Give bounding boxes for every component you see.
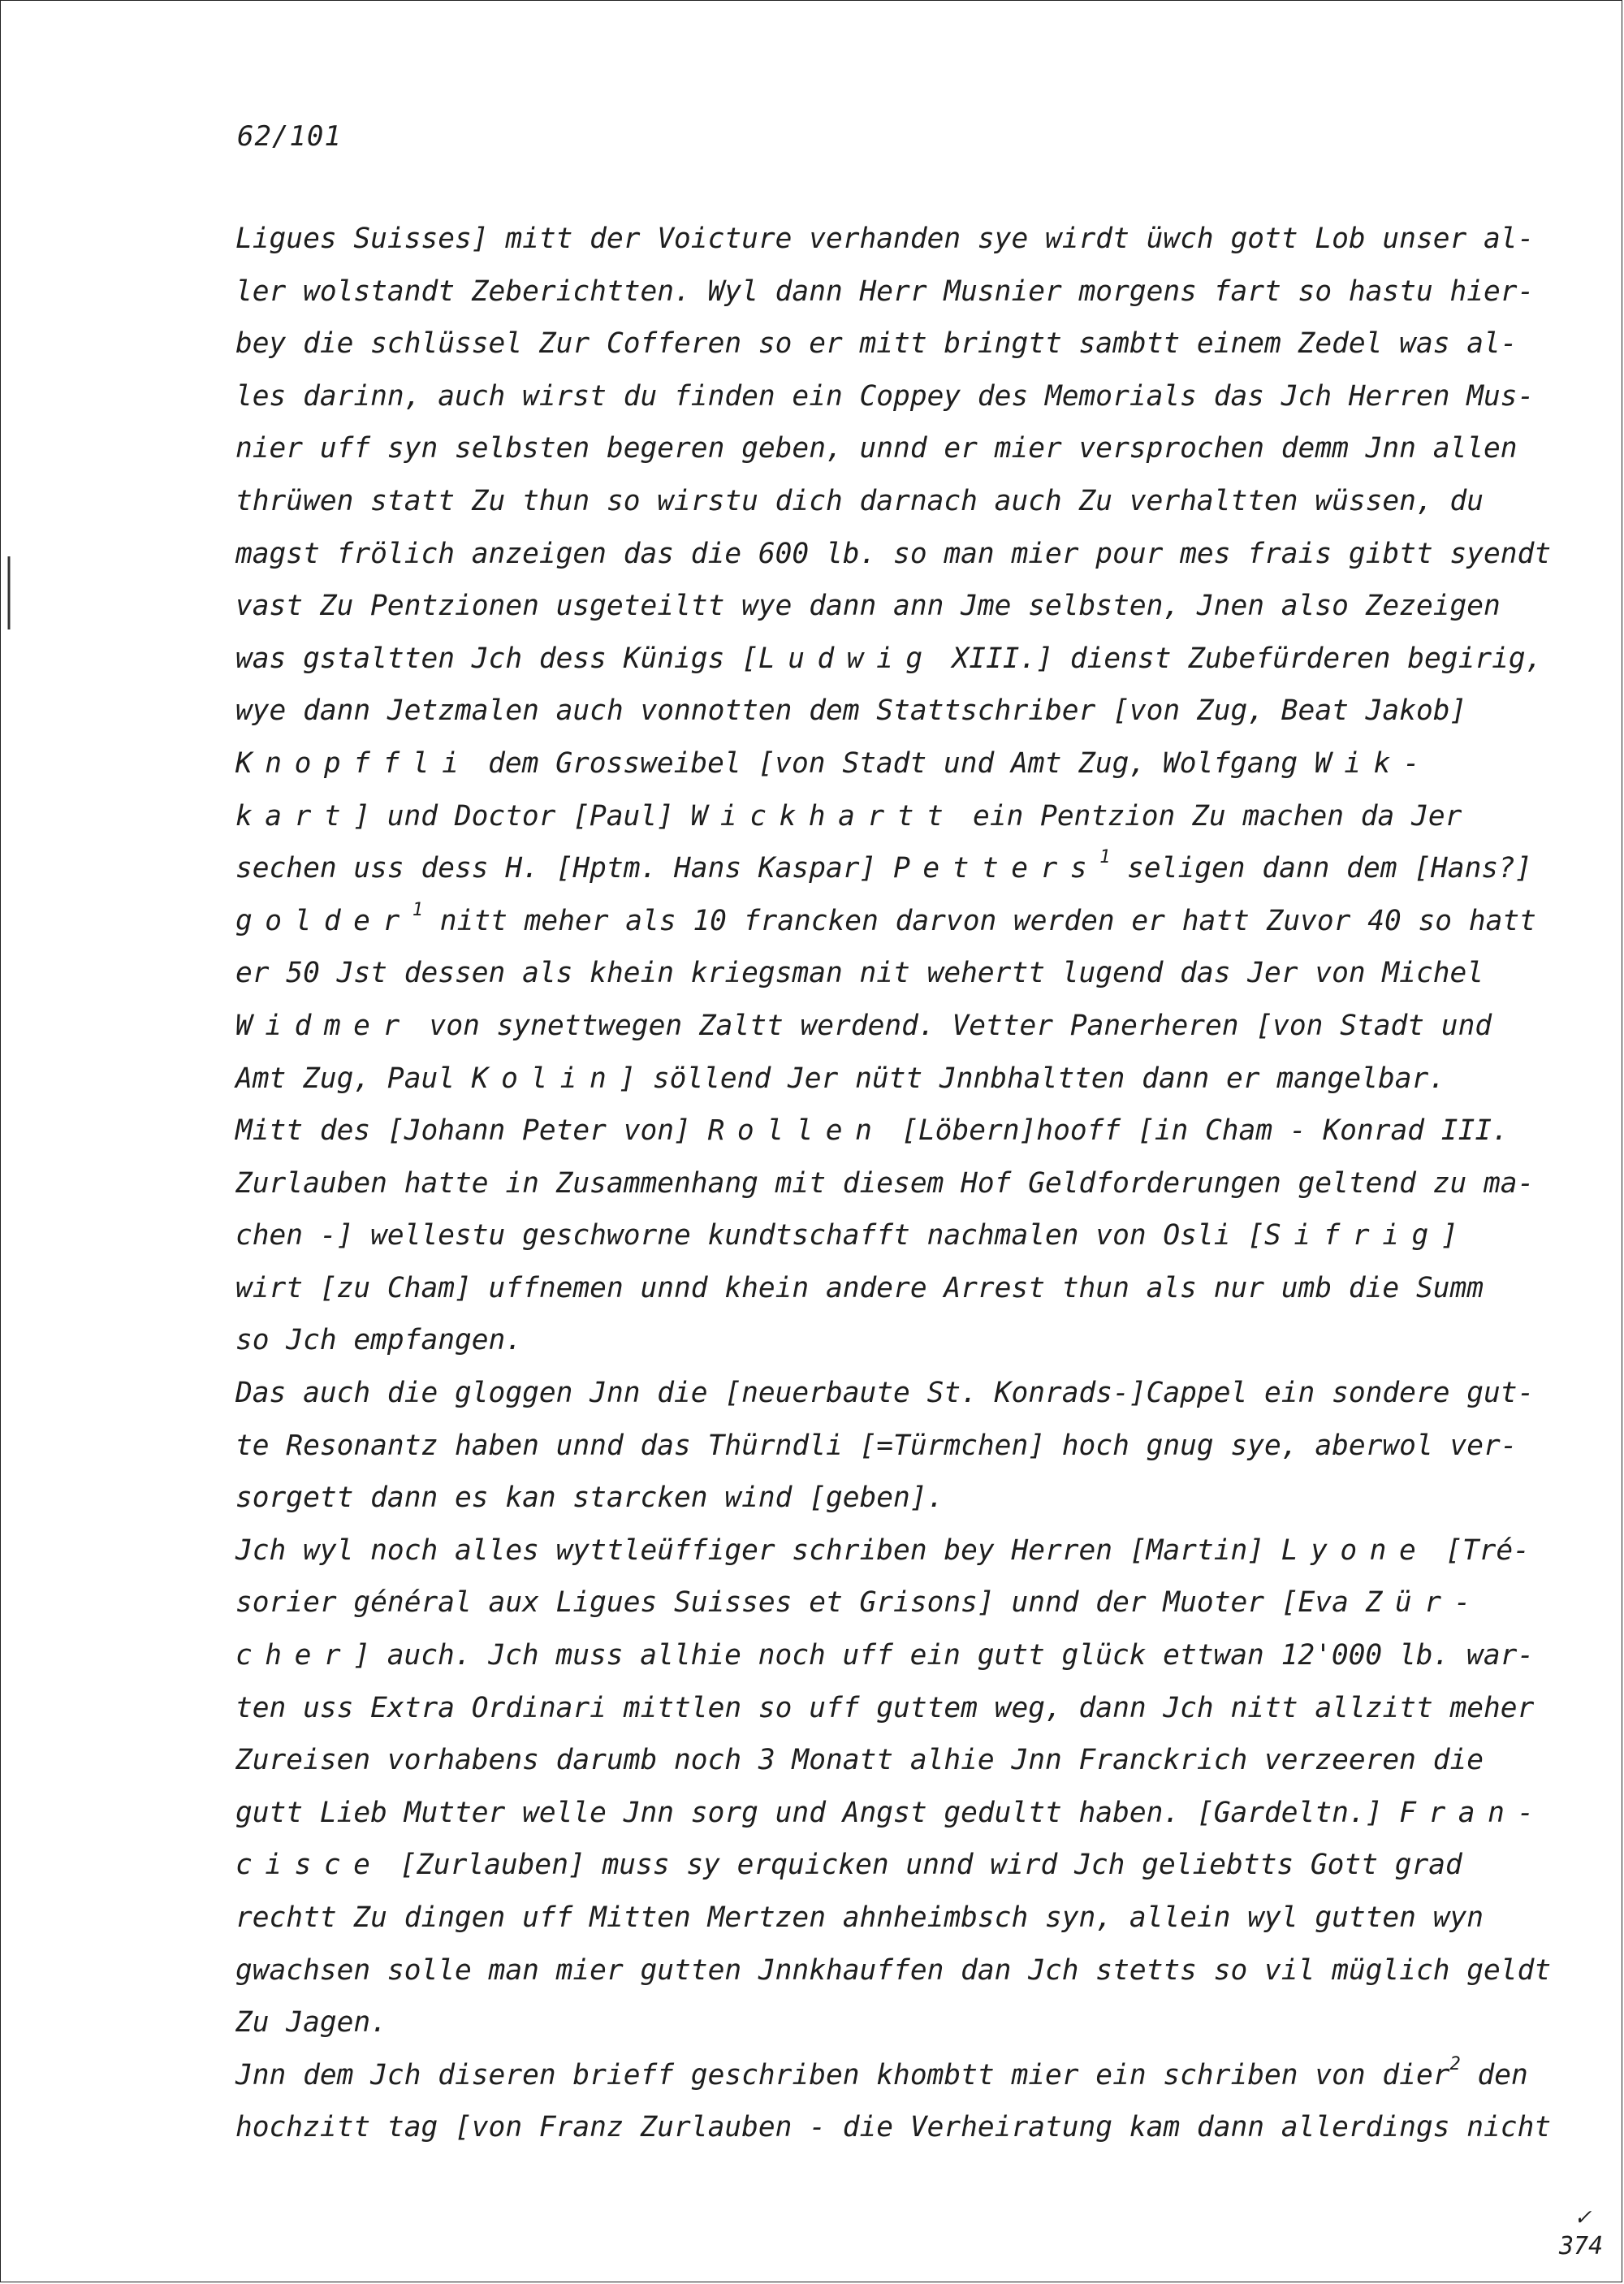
spaced-name: golder — [235, 904, 412, 937]
text-line — [235, 1839, 1543, 1892]
text-line — [235, 1262, 1543, 1315]
text-segment: sorier général aux Ligues Suisses et Grisons] unnd der Muoter [Eva — [235, 1586, 1366, 1620]
text-segment: te Resonantz haben unnd das Thürndli [=Türmchen] hoch gnug sye, aberwol ver- — [235, 1429, 1518, 1462]
text-segment: so Jch empfangen. — [235, 1324, 523, 1357]
text-segment: rechtt Zu dingen uff Mitten Mertzen ahnheimbsch syn, allein wyl gutten wyn — [235, 1901, 1484, 1934]
text-segment: ] und Doctor [Paul] — [353, 799, 691, 833]
text-segment: hochzitt tag [von Franz Zurlauben - die Verheiratung kam dann allerdings nicht — [235, 2111, 1552, 2144]
text-line — [235, 1996, 1543, 2049]
text-segment: wirt [zu Cham] uffnemen unnd khein andere Arrest thun als nur umb die Summ — [235, 1271, 1484, 1304]
spaced-name: Zür- — [1365, 1586, 1484, 1620]
text-segment: [Tré- — [1428, 1533, 1530, 1567]
text-segment: sorgett dann es kan starcken wind [geben]. — [235, 1482, 944, 1515]
text-segment: Das auch die gloggen Jnn die [neuerbaute St. Konrads-]Cappel ein sondere gut- — [235, 1377, 1535, 1410]
transcription-body — [235, 213, 1552, 2154]
text-line — [235, 790, 1543, 843]
text-segment: er 50 Jst dessen als khein kriegsman nit wehertt lugend das Jer von Michel — [235, 957, 1484, 990]
text-segment: Amt Zug, Paul — [235, 1062, 472, 1095]
text-segment: gwachsen solle man mier gutten Jnnkhauffen dan Jch stetts so vil müglich geldt — [235, 1953, 1552, 1987]
footnote-marker: 1 — [1099, 847, 1111, 868]
text-segment: vast Zu Pentzionen usgeteiltt wye dann ann Jme selbsten, Jnen also Zezeigen — [235, 590, 1501, 623]
check-mark: ✓ — [1575, 2203, 1591, 2231]
text-line — [235, 266, 1543, 318]
text-line — [235, 1787, 1547, 1840]
spaced-name: Kolin — [471, 1062, 620, 1095]
text-segment: ] — [1440, 1219, 1458, 1252]
text-line — [235, 1367, 1543, 1420]
text-segment: Zu Jagen. — [235, 2006, 387, 2040]
text-segment: sechen uss dess H. [Hptm. Hans Kaspar] — [235, 852, 894, 885]
text-segment: Zurlauben hatte in Zusammenhang mit diesem Hof Geldforderungen geltend zu ma- — [235, 1166, 1535, 1200]
text-line — [235, 422, 1543, 475]
text-line — [235, 633, 1543, 686]
text-segment: nitt meher als 10 francken darvon werden er hatt Zuvor 40 so hatt — [423, 904, 1536, 937]
text-segment: ten uss Extra Ordinari mittlen so uff guttem weg, dann Jch nitt allzitt meher — [235, 1691, 1535, 1724]
spaced-name: Petters — [893, 852, 1100, 885]
text-segment: ler wolstandt Zeberichtten. Wyl dann Herr Musnier morgens fart so hastu hier- — [235, 275, 1535, 308]
text-segment: [Löbern]hooff [in Cham - Konrad III. — [884, 1114, 1509, 1148]
text-line — [235, 947, 1543, 1000]
spaced-name: Knopffli — [235, 746, 472, 780]
text-line — [235, 1420, 1543, 1473]
text-line — [235, 1472, 1543, 1525]
text-segment: ein Pentzion Zu machen da Jer — [956, 799, 1462, 833]
spaced-name: Sifrig — [1264, 1219, 1441, 1252]
spaced-name: Rollen — [707, 1114, 885, 1148]
footnote-marker: 1 — [412, 899, 424, 920]
text-line — [235, 685, 1543, 738]
footnote-marker: 2 — [1449, 2053, 1461, 2074]
margin-binding-mark — [6, 556, 11, 629]
spaced-name: cher — [235, 1639, 354, 1672]
text-line — [235, 475, 1543, 528]
page-number: 62/101 — [237, 120, 342, 153]
spaced-name: Lyone — [1281, 1533, 1429, 1567]
text-line — [235, 1525, 1543, 1577]
spaced-name: Fran- — [1399, 1796, 1547, 1829]
text-segment: Jch wyl noch alles wyttleüffiger schriben bey Herren [Martin] — [235, 1533, 1281, 1567]
text-line — [235, 2101, 1552, 2154]
text-segment: ] auch. Jch muss allhie noch uff ein gutt glück ettwan 12'000 lb. war- — [353, 1639, 1535, 1672]
spaced-name: Widmer — [235, 1009, 412, 1042]
spaced-name: Ludwig — [758, 642, 935, 675]
text-line — [235, 1629, 1543, 1682]
text-segment: [Zurlauben] muss sy erquicken unnd wird Jch geliebtts Gott grad — [382, 1849, 1462, 1882]
spaced-name: cisce — [235, 1849, 383, 1882]
text-segment: Ligues Suisses] mitt der Voicture verhanden sye wirdt üwch gott Lob unser al- — [235, 223, 1535, 255]
text-line — [235, 1944, 1552, 1997]
text-line — [235, 842, 1543, 895]
text-line — [235, 1105, 1543, 1157]
spaced-name: kart — [235, 799, 354, 833]
spaced-name: Wickhartt — [690, 799, 957, 833]
text-line — [235, 1682, 1543, 1735]
text-line — [235, 1314, 1543, 1367]
text-line — [235, 1000, 1543, 1053]
text-line — [235, 1053, 1543, 1105]
text-segment: magst frölich anzeigen das die 600 lb. so man mier pour mes frais gibtt syendt — [235, 537, 1552, 570]
text-segment: chen -] wellestu geschworne kundtschafft nachmalen von Osli [ — [235, 1219, 1265, 1252]
text-segment: bey die schlüssel Zur Cofferen so er mitt bringtt sambtt einem Zedel was al- — [235, 327, 1518, 361]
text-line — [235, 1892, 1543, 1944]
text-segment: wye dann Jetzmalen auch vonnotten dem Stattschriber [von Zug, Beat Jakob] — [235, 694, 1467, 728]
text-segment: nier uff syn selbsten begeren geben, unnd er mier versprochen demm Jnn allen — [235, 432, 1518, 465]
text-line — [235, 1209, 1543, 1262]
text-line — [235, 528, 1552, 581]
text-line — [235, 370, 1543, 423]
text-line — [235, 2049, 1543, 2102]
text-line — [235, 1577, 1543, 1629]
text-segment: Zureisen vorhabens darumb noch 3 Monatt alhie Jnn Franckrich verzeeren die — [235, 1744, 1484, 1777]
text-segment: ] söllend Jer nütt Jnnbhaltten dann er mangelbar. — [619, 1062, 1446, 1095]
text-segment: gutt Lieb Mutter welle Jnn sorg und Angst gedultt haben. [Gardeltn.] — [235, 1796, 1400, 1829]
text-segment: Mitt des [Johann Peter von] — [235, 1114, 708, 1148]
text-line — [235, 318, 1543, 370]
text-segment: les darinn, auch wirst du finden ein Coppey des Memorials das Jch Herren Mus- — [235, 379, 1535, 413]
text-segment: Jnn dem Jch diseren brieff geschriben khombtt mier ein schriben von dier — [235, 2058, 1450, 2092]
text-line — [235, 1157, 1543, 1210]
text-segment: dem Grossweibel [von Stadt und Amt Zug, Wolfgang — [471, 746, 1315, 780]
text-line — [235, 1734, 1543, 1787]
text-segment: XIII.] dienst Zubefürderen begirig, — [935, 642, 1543, 675]
folio-number: 374 — [1559, 2232, 1604, 2260]
text-segment: was gstaltten Jch dess Künigs [ — [235, 642, 758, 675]
text-segment: von synettwegen Zaltt werdend. Vetter Panerheren [von Stadt und — [412, 1009, 1492, 1042]
text-line — [235, 580, 1543, 633]
text-segment: thrüwen statt Zu thun so wirstu dich darnach auch Zu verhaltten wüssen, du — [235, 484, 1484, 517]
text-line — [235, 895, 1543, 948]
text-segment: seligen dann dem [Hans?] — [1110, 852, 1532, 885]
text-segment: den — [1460, 2058, 1528, 2092]
spaced-name: Wik- — [1314, 746, 1433, 780]
text-line — [235, 213, 1543, 266]
text-line — [235, 738, 1543, 790]
